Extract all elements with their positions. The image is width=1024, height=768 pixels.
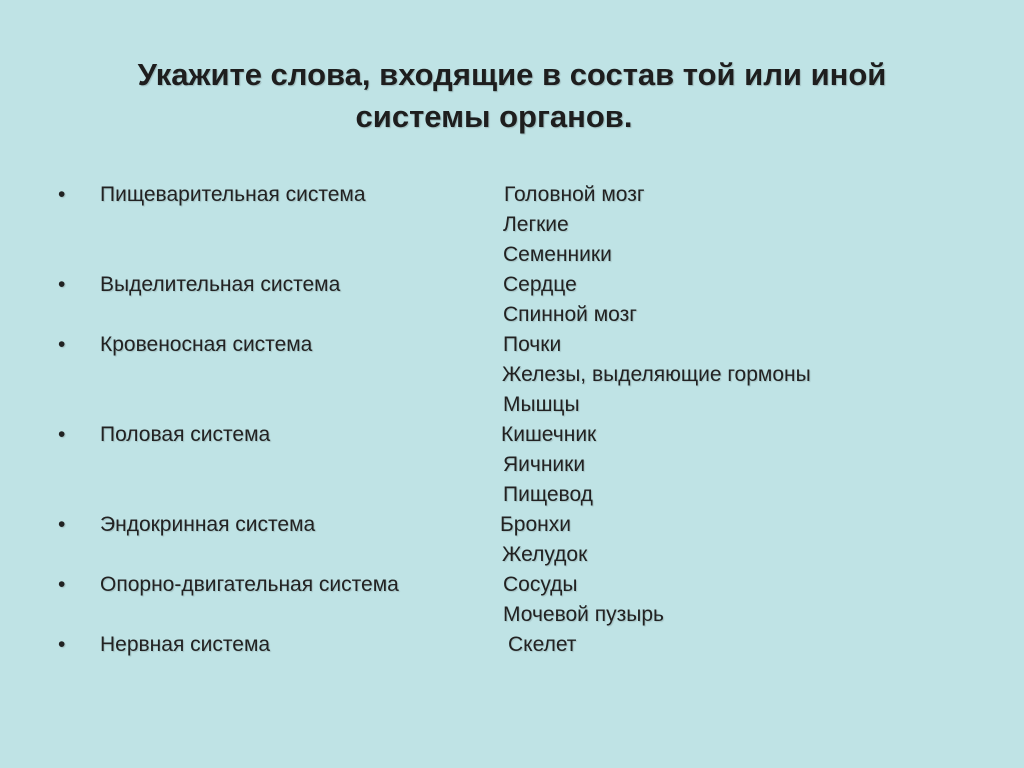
system-item [58, 630, 270, 660]
system-label: Эндокринная система [100, 513, 316, 536]
bullet-icon: • [58, 423, 66, 446]
organ-item: Яичники [503, 453, 586, 476]
system-item [58, 510, 315, 540]
organ-item: Мочевой пузырь [503, 603, 664, 626]
organ-item: Мышцы [503, 393, 580, 416]
bullet-icon: • [58, 513, 66, 536]
organ-item: Головной мозг [504, 183, 645, 206]
organ-item: Легкие [503, 213, 569, 236]
title-line-1: Укажите слова, входящие в состав той или иной [137, 57, 887, 92]
slide-title [0, 54, 1024, 138]
organ-item: Пищевод [503, 483, 593, 506]
organ-item: Спинной мозг [503, 303, 637, 326]
bullet-icon: • [58, 333, 66, 356]
organ-item: Почки [503, 333, 562, 356]
system-item [58, 330, 312, 360]
bullet-icon: • [58, 183, 66, 206]
bullet-icon: • [58, 573, 66, 596]
system-item [58, 570, 399, 600]
bullet-icon: • [58, 273, 66, 296]
system-item [58, 180, 366, 210]
bullet-icon: • [58, 633, 66, 656]
system-label: Опорно-двигательная система [100, 573, 399, 596]
system-label: Половая система [100, 423, 271, 446]
organ-item: Сосуды [503, 573, 578, 596]
organ-item: Бронхи [500, 513, 571, 536]
system-item [58, 270, 340, 300]
organ-item: Сердце [503, 273, 577, 296]
organ-item: Семенники [503, 243, 612, 266]
organ-item: Кишечник [501, 423, 597, 446]
system-label: Нервная система [100, 633, 271, 656]
system-label: Кровеносная система [100, 333, 313, 356]
organ-item: Скелет [508, 633, 577, 656]
system-item [58, 420, 270, 450]
system-label: Пищеварительная система [100, 183, 366, 206]
organ-item: Железы, выделяющие гормоны [502, 363, 811, 386]
organ-item: Желудок [502, 543, 588, 566]
system-label: Выделительная система [100, 273, 341, 296]
title-line-2: системы органов. [355, 99, 633, 134]
